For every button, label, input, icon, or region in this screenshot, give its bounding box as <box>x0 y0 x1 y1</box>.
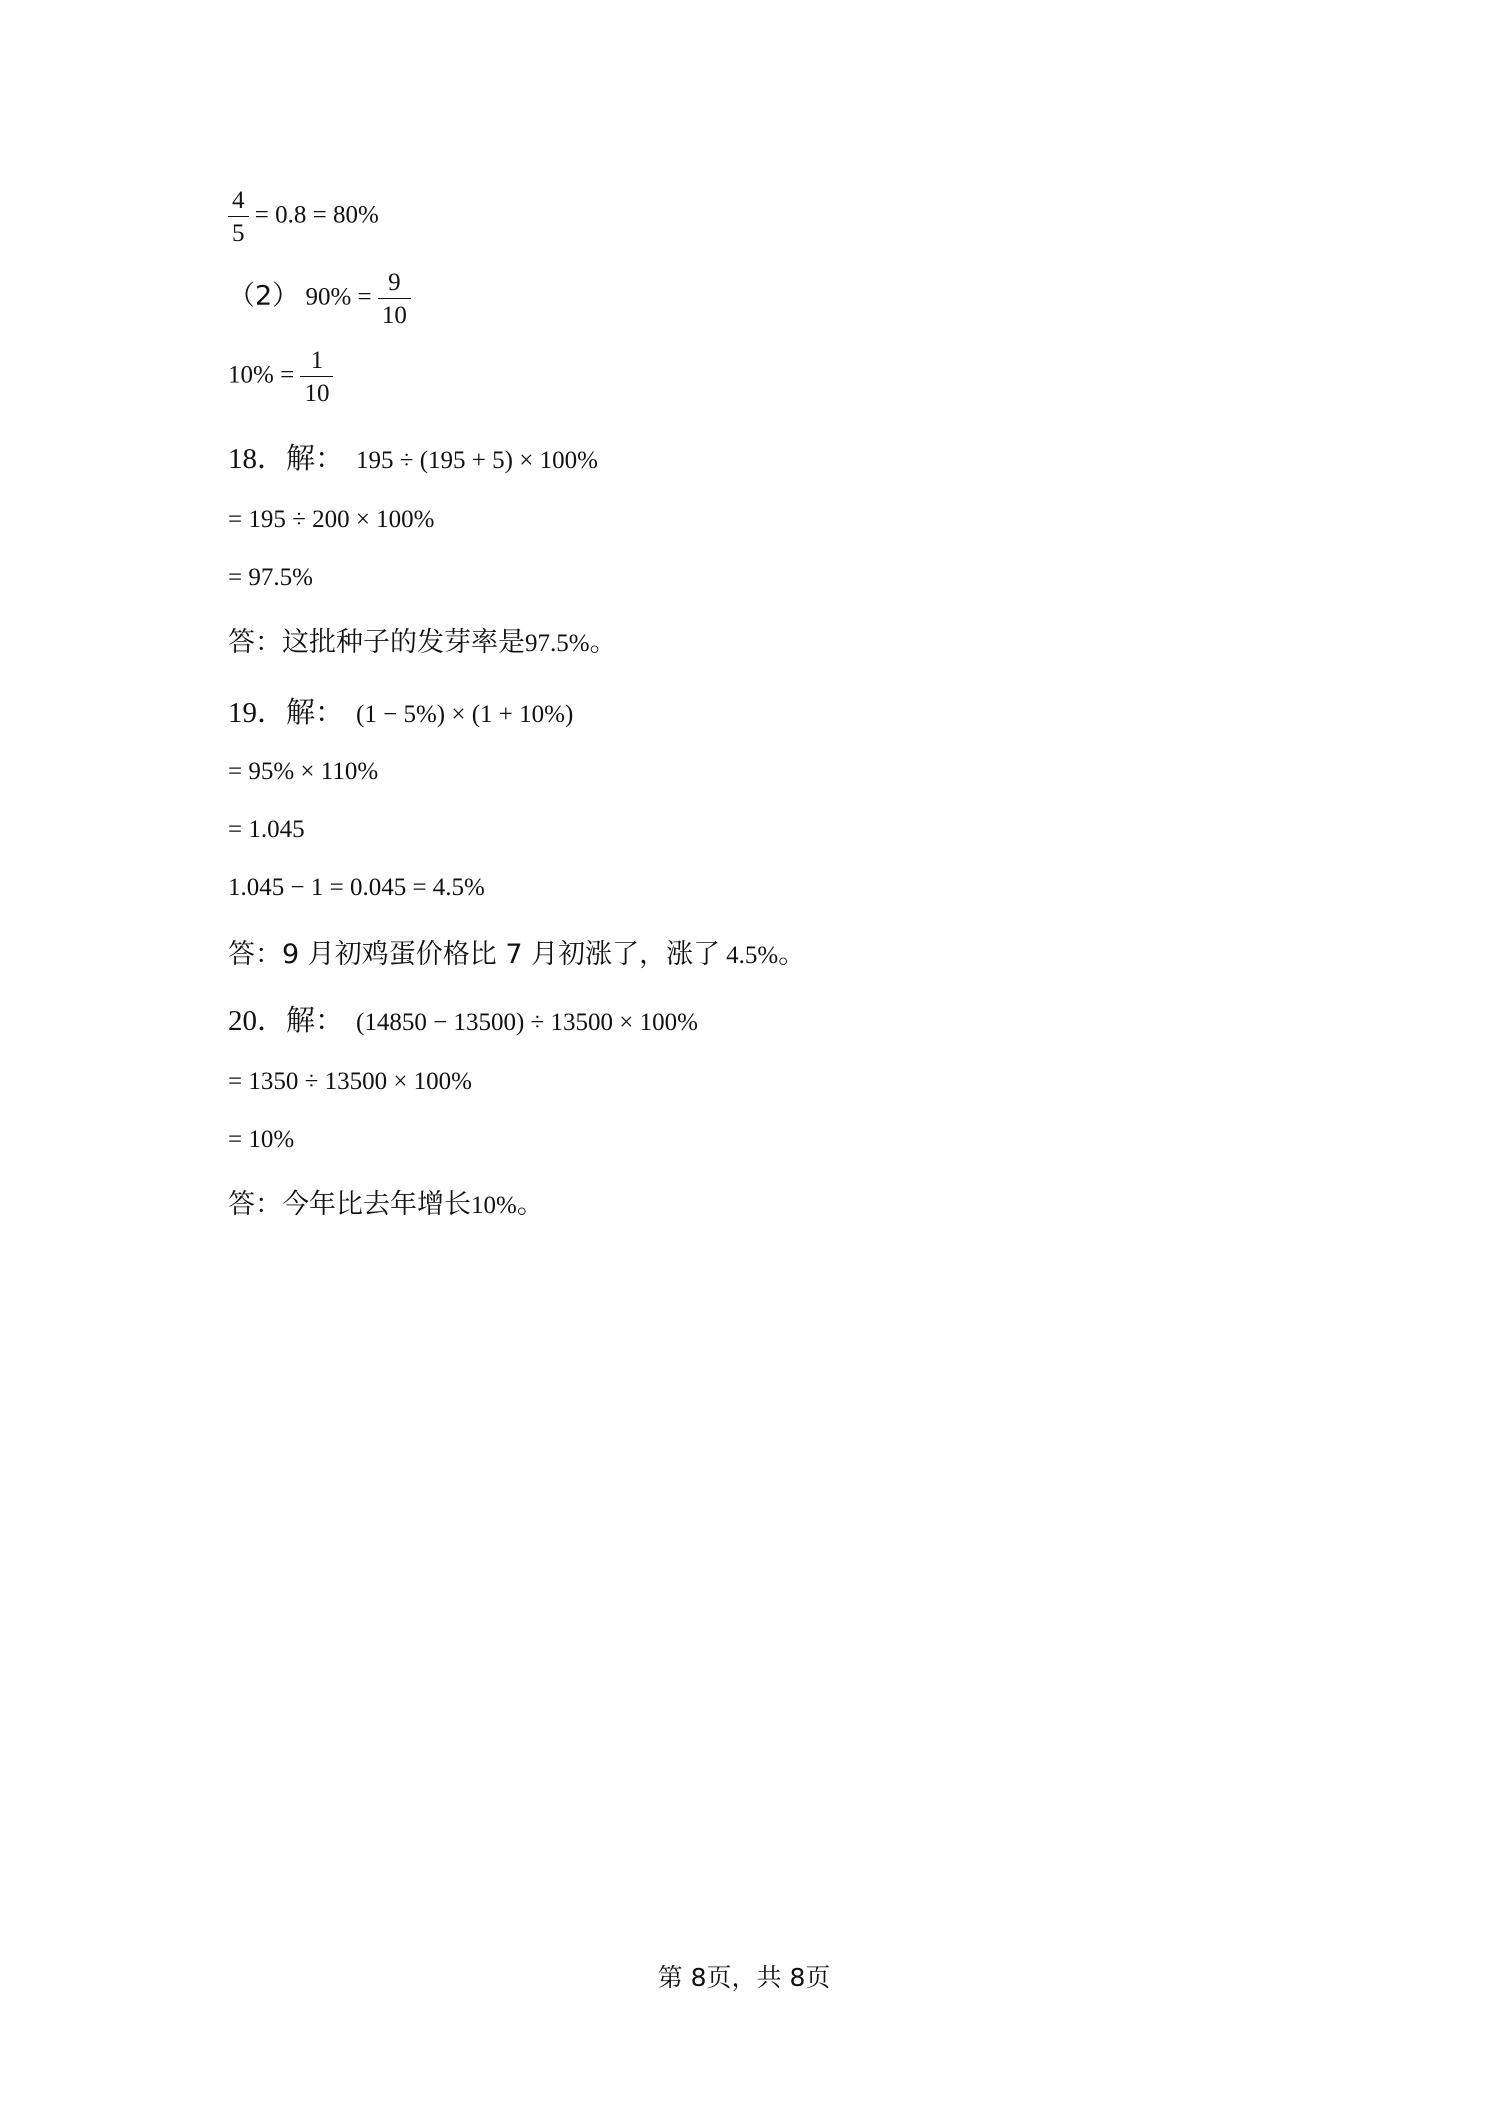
equation-left: 10% = <box>228 361 295 389</box>
q19-step-2: = 95% × 110% <box>228 758 379 785</box>
q19-label: 19．解： <box>228 697 345 729</box>
q19-heading <box>228 690 573 731</box>
denominator: 10 <box>304 380 330 407</box>
q19-step-3: = 1.045 <box>228 816 305 843</box>
q20-step-2: = 1350 ÷ 13500 × 100% <box>228 1068 472 1095</box>
equation-10-percent <box>228 348 333 406</box>
q18-step-3: = 97.5% <box>228 564 313 591</box>
part-label: （2） <box>228 280 300 312</box>
fraction-4-5 <box>228 188 249 246</box>
answer-period: 。 <box>516 1189 544 1220</box>
q20-heading <box>228 998 698 1039</box>
q20-step-1: (14850 − 13500) ÷ 13500 × 100% <box>356 1009 698 1036</box>
q20-label: 20．解： <box>228 1005 345 1037</box>
q18-label: 18．解： <box>228 443 345 475</box>
answer-text: 答：这批种子的发芽率是 <box>228 627 525 658</box>
numerator: 1 <box>300 348 333 377</box>
fraction-1-10 <box>300 348 333 406</box>
q20-step-3: = 10% <box>228 1126 295 1153</box>
q19-answer <box>228 932 805 971</box>
q18-answer <box>228 620 617 659</box>
answer-period: 。 <box>589 627 617 658</box>
fraction-9-10 <box>378 270 411 328</box>
answer-value: 10% <box>471 1192 517 1219</box>
page-footer: 第 8页，共 8页 <box>657 1963 831 1992</box>
answer-value: 4.5% <box>726 942 779 969</box>
answer-text: 答：9 月初鸡蛋价格比 7 月初涨了，涨了 <box>228 939 721 970</box>
answer-value: 97.5% <box>525 630 590 657</box>
numerator: 4 <box>228 188 249 217</box>
q18-heading <box>228 436 598 477</box>
q20-answer <box>228 1182 544 1221</box>
denominator: 5 <box>232 220 245 247</box>
equation-90-percent <box>228 270 411 328</box>
numerator: 9 <box>378 270 411 299</box>
equation-left: 90% = <box>305 283 372 311</box>
equation-rest: = 0.8 = 80% <box>254 201 379 229</box>
q18-step-2: = 195 ÷ 200 × 100% <box>228 506 435 533</box>
q19-step-1: (1 − 5%) × (1 + 10%) <box>356 701 574 728</box>
equation-4-5 <box>228 188 379 246</box>
denominator: 10 <box>381 302 407 329</box>
answer-text: 答：今年比去年增长 <box>228 1189 471 1220</box>
q19-step-4: 1.045 − 1 = 0.045 = 4.5% <box>228 874 485 901</box>
q18-step-1: 195 ÷ (195 + 5) × 100% <box>356 447 598 474</box>
answer-period: 。 <box>778 939 806 970</box>
